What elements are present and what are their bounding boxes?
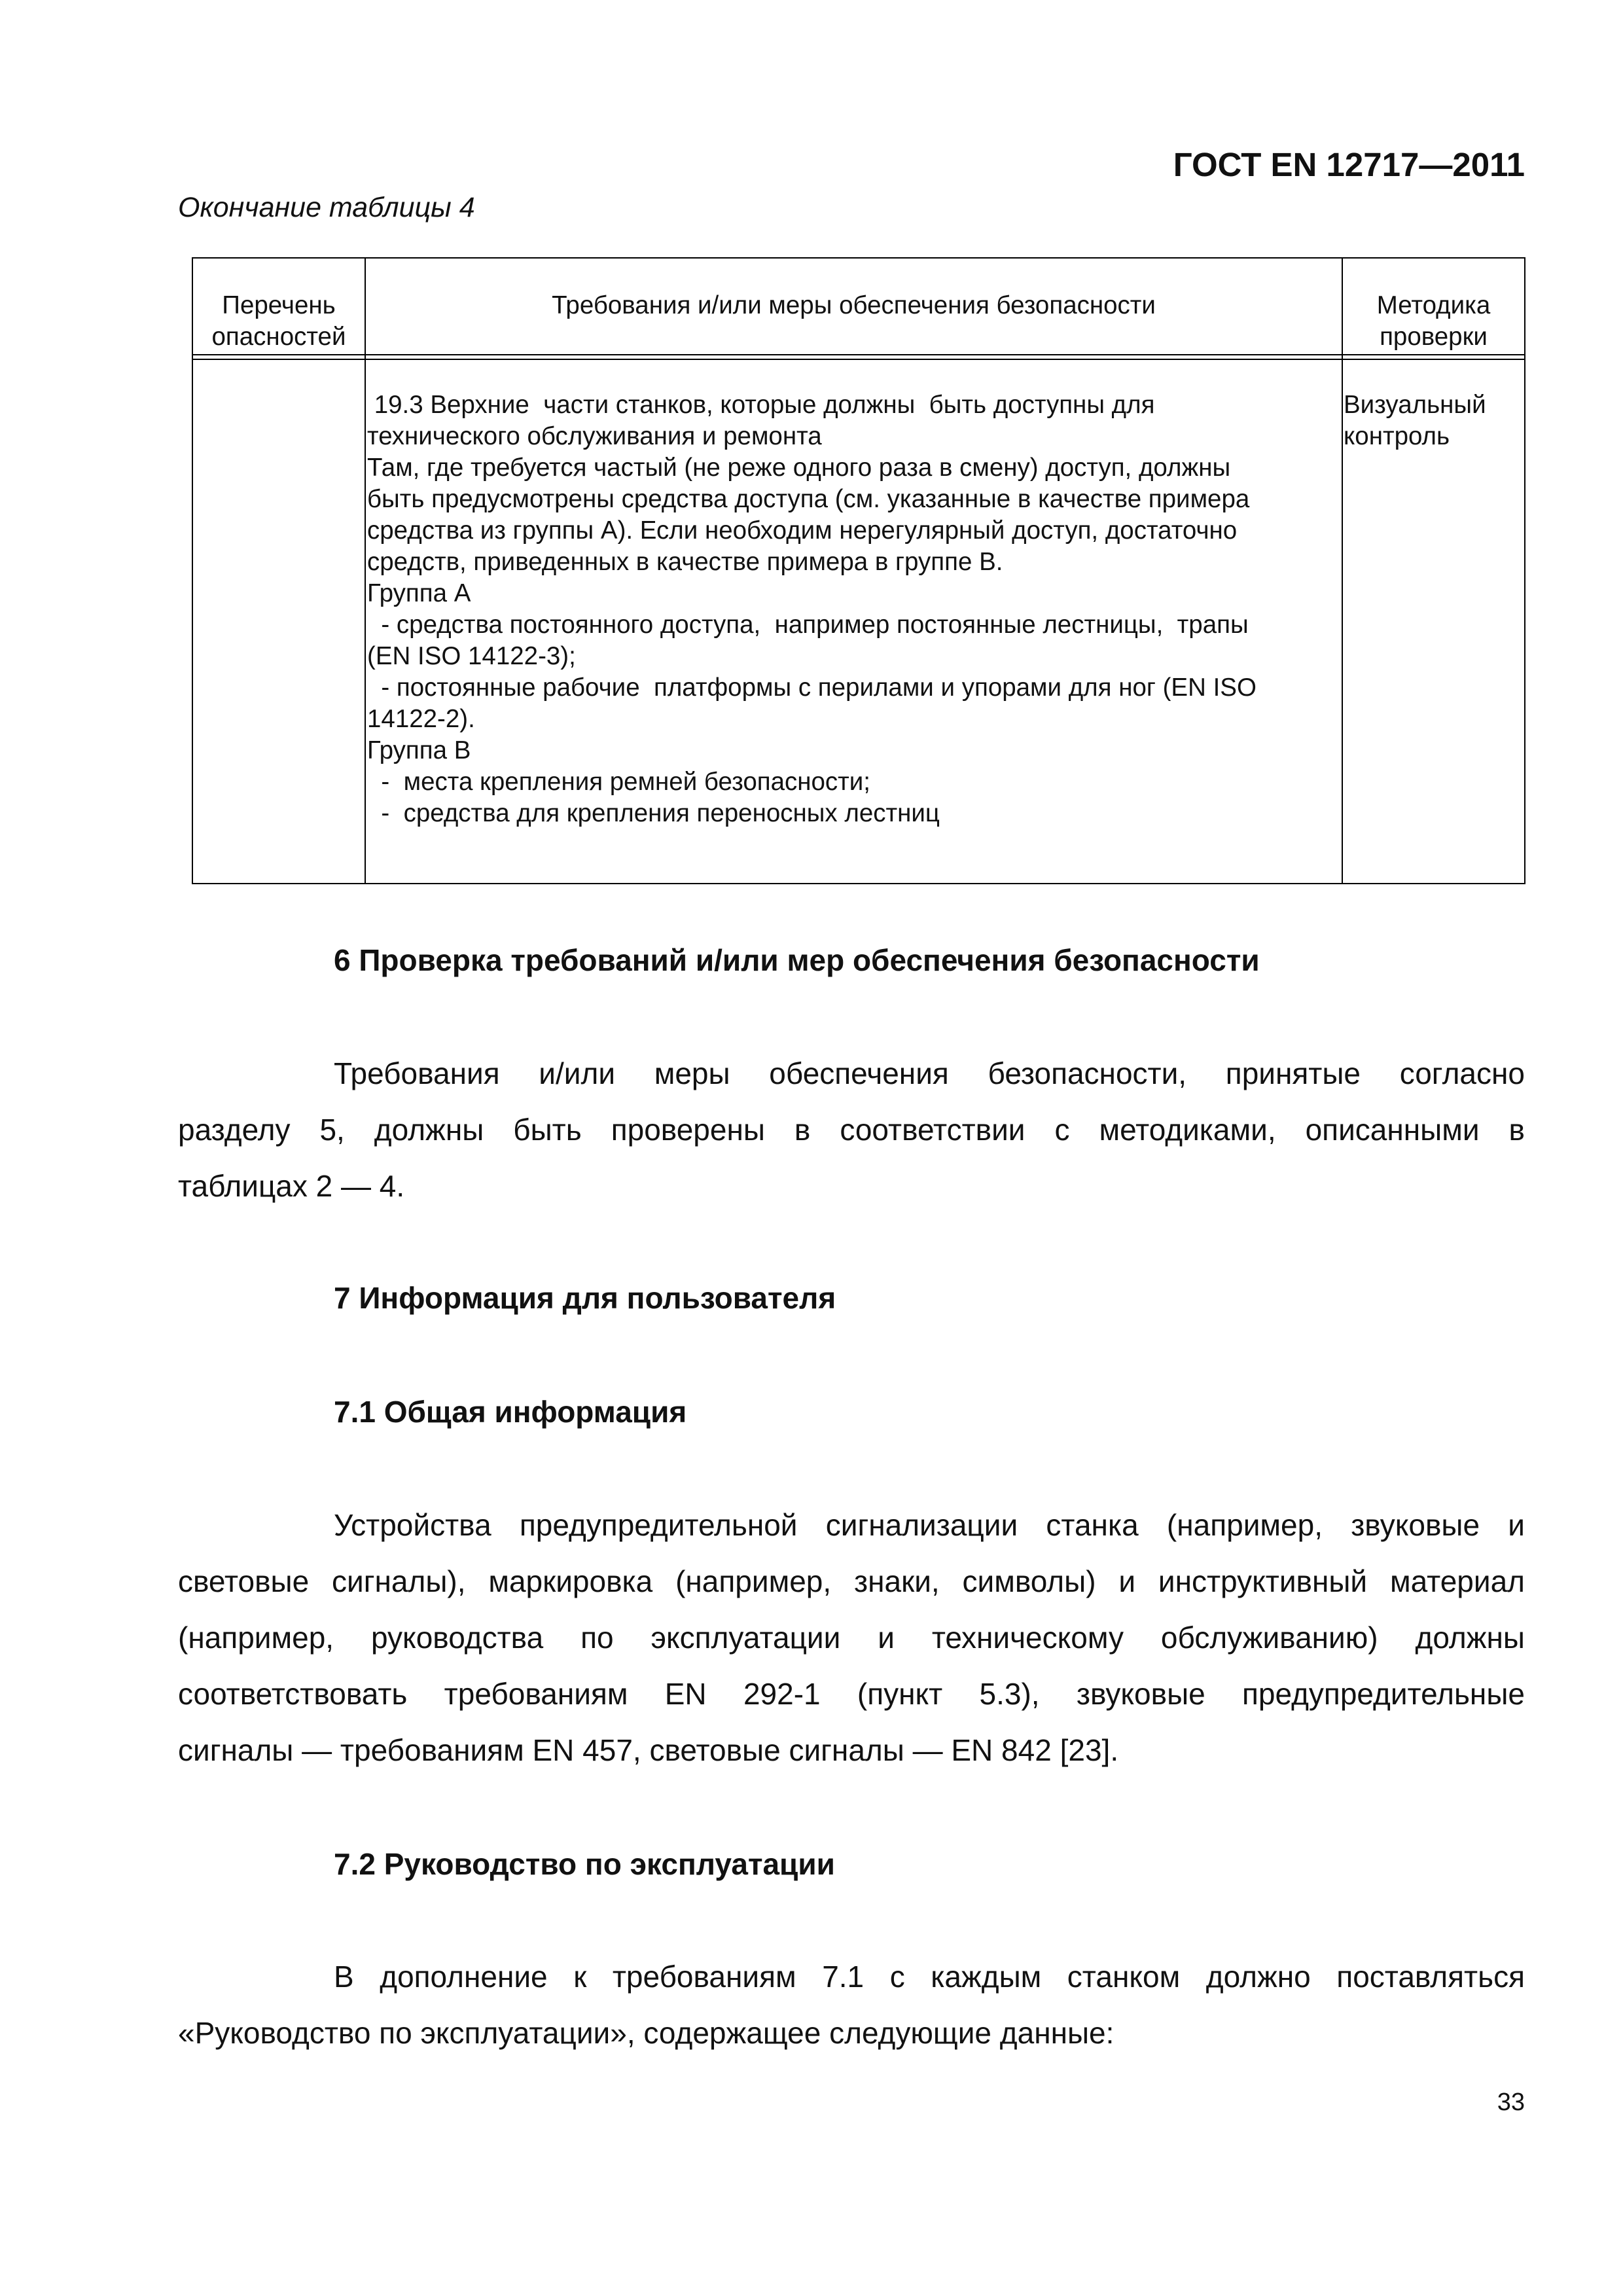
table-cell-requirements	[367, 389, 1340, 829]
requirements-line: средств, приведенных в качестве примера в группе В.	[367, 548, 1003, 576]
requirements-line: технического обслуживания и ремонта	[367, 422, 822, 450]
table-top-border	[192, 257, 1525, 259]
column-header-requirements: Требования и/или меры обеспечения безопасности	[552, 291, 1156, 319]
section-6-heading: 6 Проверка требований и/или мер обеспечения безопасности	[334, 943, 1260, 977]
section-6-paragraph: Требования и/или меры обеспечения безопасности, принятые согласно разделу 5, должны быть проверены в соответствии с методиками, описанными в таблицах 2 — 4.	[178, 1056, 1525, 1203]
requirements-line: Там, где требуется частый (не реже одного раза в смену) доступ, должны	[367, 454, 1231, 482]
requirements-line: Группа А	[367, 579, 471, 607]
table-header-rule	[192, 354, 1525, 355]
requirements-line: средства из группы А). Если необходим нерегулярный доступ, достаточно	[367, 516, 1238, 545]
table-cell-method: Визуальный контроль	[1344, 391, 1486, 450]
requirements-line: - места крепления ремней безопасности;	[367, 768, 871, 796]
requirements-line: быть предусмотрены средства доступа (см. указанные в качестве примера	[367, 485, 1250, 513]
section-7-2-paragraph: В дополнение к требованиям 7.1 с каждым станком должно поставляться «Руководство по эксплуатации», содержащее следующие данные:	[178, 1960, 1525, 2050]
column-header-hazards: Перечень опасностей	[211, 291, 346, 351]
table-column-divider-1	[365, 257, 366, 884]
table-bottom-border	[192, 883, 1525, 884]
page-number: 33	[1497, 2089, 1525, 2116]
section-7-1-heading: 7.1 Общая информация	[334, 1395, 687, 1429]
section-7-2-heading: 7.2 Руководство по эксплуатации	[334, 1847, 835, 1881]
requirements-line: (EN ISO 14122-3);	[367, 642, 576, 670]
column-header-method: Методика проверки	[1376, 291, 1491, 351]
table-header-rule-double	[192, 359, 1525, 360]
requirements-line: Группа В	[367, 736, 471, 764]
requirements-line: - постоянные рабочие платформы с перилами и упорами для ног (EN ISO	[367, 673, 1257, 702]
table-right-border	[1524, 257, 1525, 884]
requirements-line: - средства для крепления переносных лестниц	[367, 799, 940, 827]
table-caption: Окончание таблицы 4	[178, 192, 475, 223]
requirements-line: - средства постоянного доступа, например постоянные лестницы, трапы	[367, 611, 1249, 639]
requirements-line: 19.3 Верхние части станков, которые должны быть доступны для	[367, 391, 1155, 419]
section-7-1-paragraph: Устройства предупредительной сигнализации станка (например, звуковые и световые сигналы), маркировка (например, знаки, символы) и инструктивный материал (например, руководства по эксплуатации и техническому обслуживанию) должны соответствовать требованиям EN 292-1 (пункт 5.3), звуковые предупредительные сигналы — требованиям EN 457, световые сигналы — EN 842 [23].	[178, 1508, 1525, 1767]
document-code: ГОСТ EN 12717—2011	[1173, 146, 1525, 183]
requirements-line: 14122-2).	[367, 705, 475, 733]
section-7-heading: 7 Информация для пользователя	[334, 1281, 836, 1315]
